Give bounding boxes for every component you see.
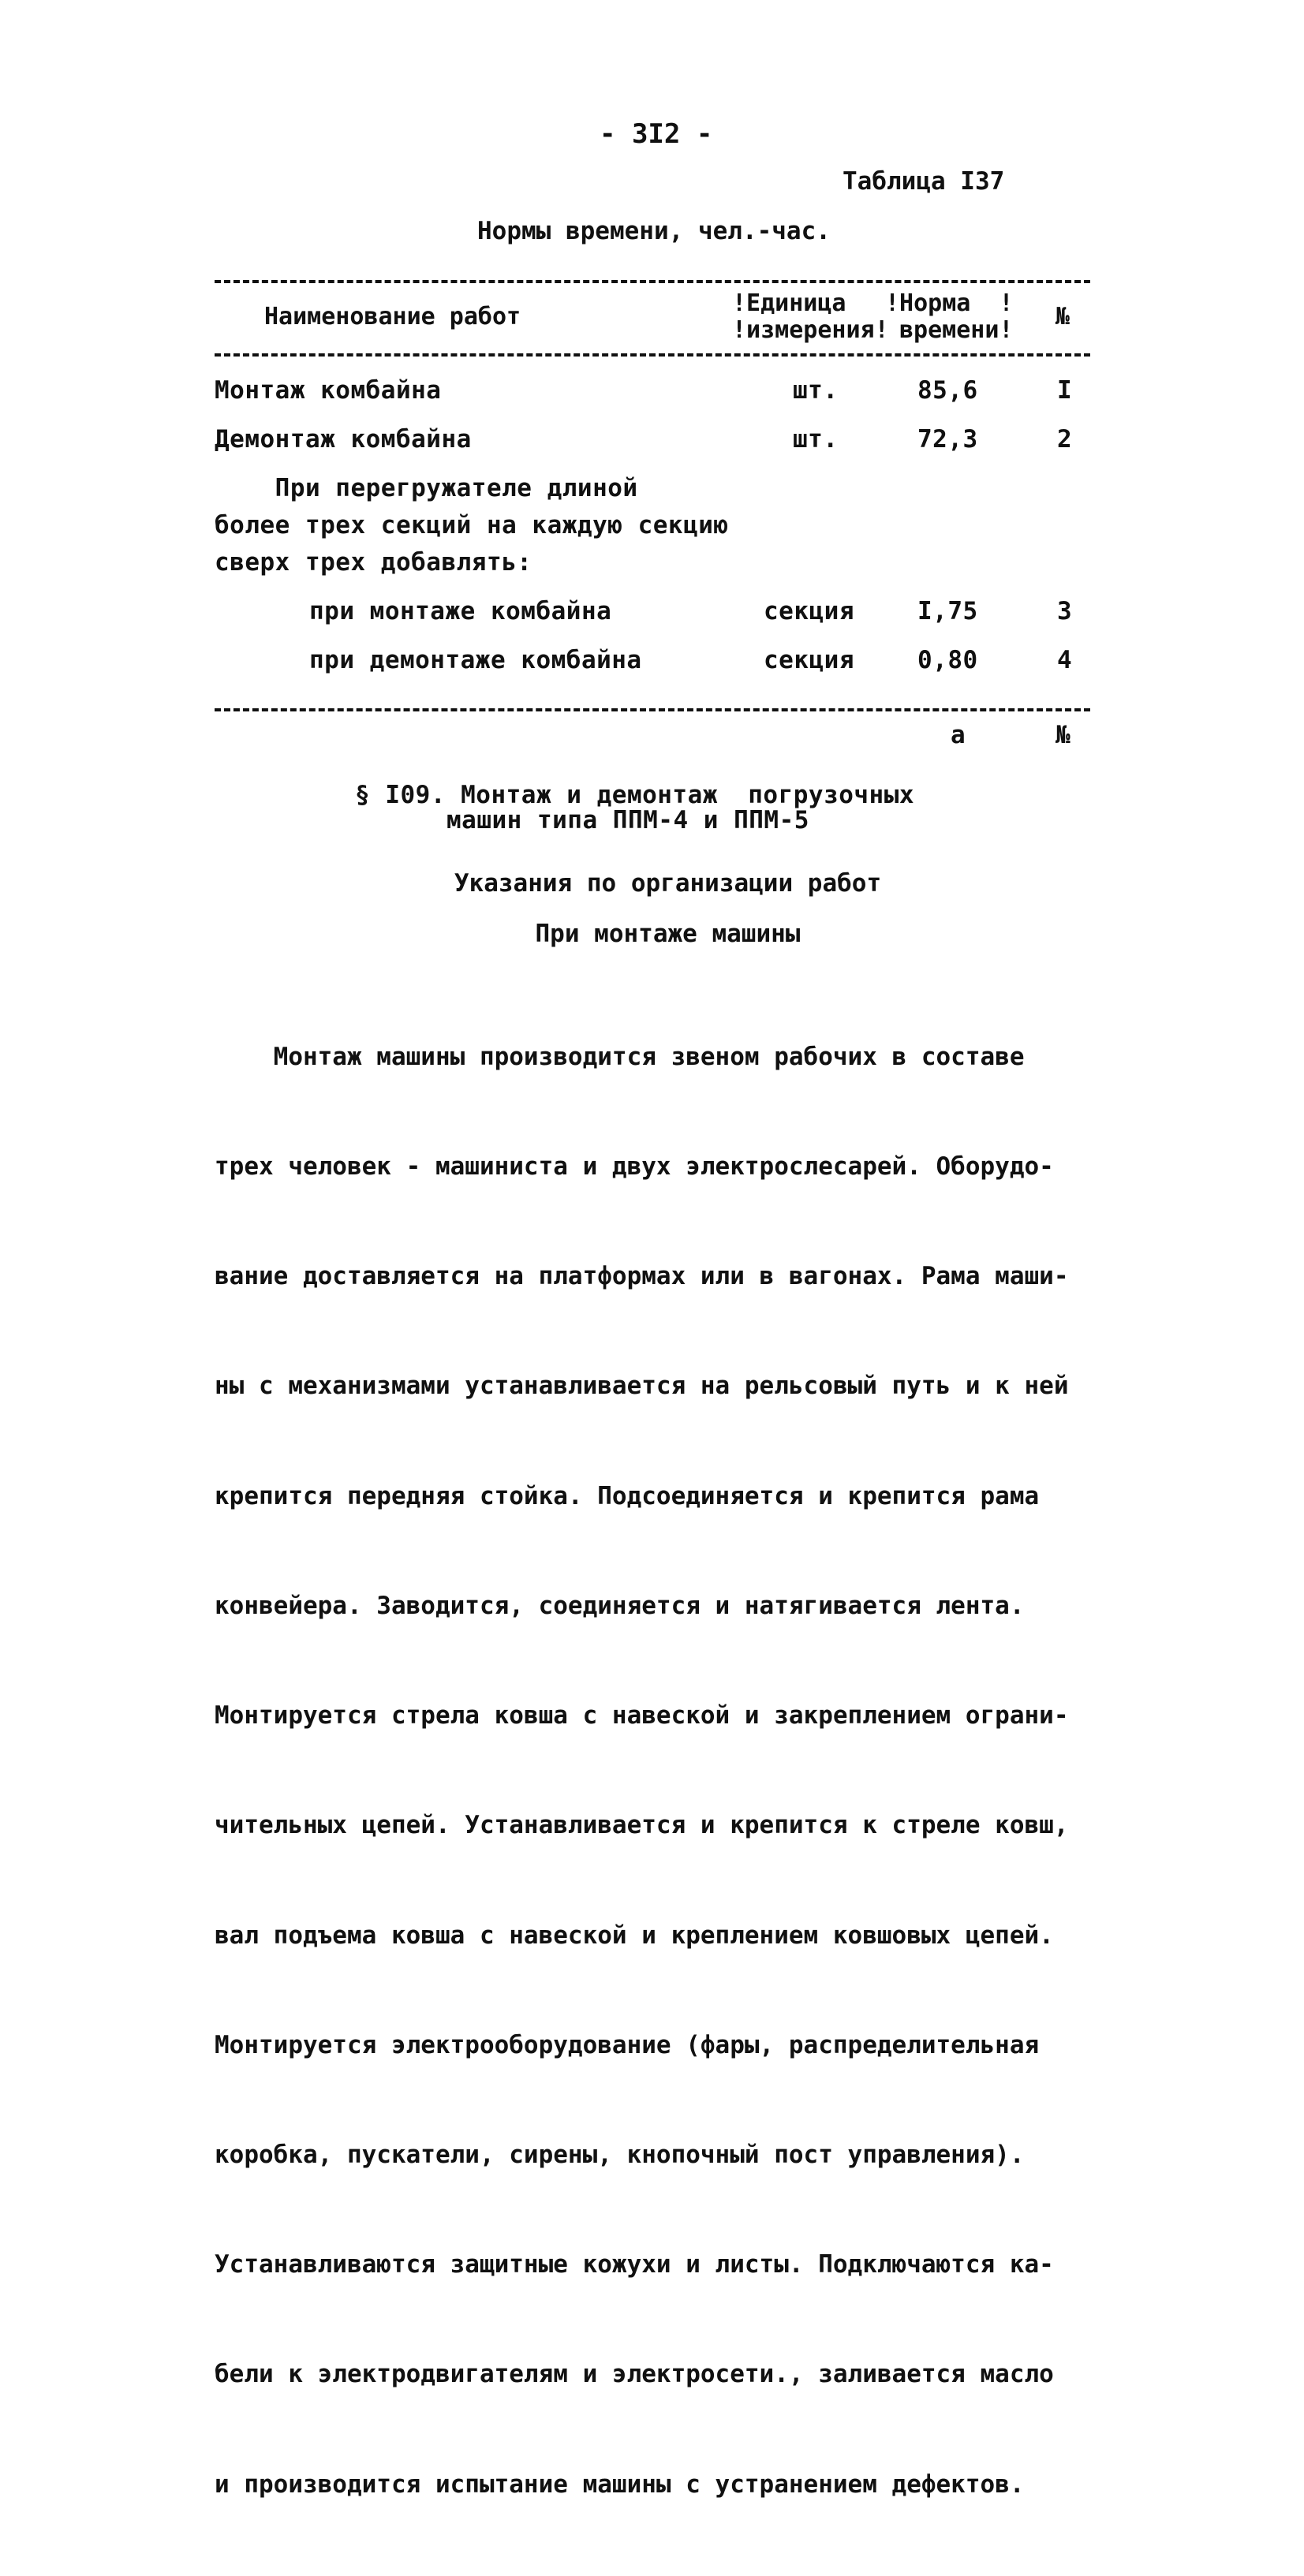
section-heading-line1: § I09. Монтаж и демонтаж погрузочных [355,781,915,809]
table-note-line: более трех секций на каждую секцию [215,511,729,539]
section-paragraph [215,965,1114,2576]
table-row-value: 72,3 [917,425,978,454]
table-header-rule [215,353,1090,357]
table-row-value: 85,6 [917,376,978,405]
header-norm-line1: !Норма ! [885,289,1014,317]
table-note-line: сверх трех добавлять: [215,548,532,577]
table-row-name: Монтаж комбайна [215,376,442,405]
paragraph-line: Монтируется стрела ковша с навеской и закреплением ограни- [215,1701,1069,1730]
paragraph-line: конвейера. Заводится, соединяется и натягивается лента. [215,1591,1025,1620]
paragraph-line: вал подъема ковша с навеской и креплением ковшовых цепей. [215,1921,1054,1950]
table-subrow-value: I,75 [917,597,978,625]
header-no: № [1056,303,1070,330]
page-number: - 3I2 - [600,118,713,150]
table-row-no: 2 [1057,425,1073,454]
table-row-name: Демонтаж комбайна [215,425,472,454]
paragraph-line: вание доставляется на платформах или в вагонах. Рама маши- [215,1262,1069,1291]
table-title: Нормы времени, чел.-час. [477,217,831,245]
paragraph-line: крепится передняя стойка. Подсоединяется и крепится рама [215,1481,1040,1510]
paragraph-line: чительных цепей. Устанавливается и крепится к стреле ковш, [215,1811,1069,1840]
table-subrow-no: 3 [1057,597,1073,625]
header-name: Наименование работ [264,303,521,330]
paragraph-line: коробка, пускатели, сирены, кнопочный пост управления). [215,2141,1025,2169]
table-subrow-value: 0,80 [917,646,978,674]
paragraph-line: Монтаж машины производится звеном рабочих в составе [215,1042,1025,1071]
header-unit-line1: !Единица [732,289,846,317]
paragraph-line: ны с механизмами устанавливается на рельсовый путь и к ней [215,1372,1069,1401]
table-row-unit: шт. [793,425,839,454]
table-top-rule [215,280,1090,283]
table-subrow-name: при монтаже комбайна [309,597,612,625]
paragraph-line: Устанавливаются защитные кожухи и листы. Подключаются ка- [215,2250,1054,2279]
table-subrow-unit: секция [764,597,854,625]
paragraph-line: трех человек - машиниста и двух электрослесарей. Оборудо- [215,1152,1054,1182]
paragraph-line: бели к электродвигателям и электросети., заливается масло [215,2360,1054,2389]
table-subrow-no: 4 [1057,646,1073,674]
section-heading-line2: машин типа ППМ-4 и ППМ-5 [446,806,809,834]
table-note-line: При перегружателе длиной [215,474,638,502]
header-unit-line2: !измерения! [732,316,889,344]
table-subrow-name: при демонтаже комбайна [309,646,642,674]
header-norm-line2: времени! [899,316,1014,344]
section-subheading: Указания по организации работ [454,869,882,898]
table-bottom-rule [215,708,1090,711]
paragraph-line: Монтируется электрооборудование (фары, распределительная [215,2030,1040,2059]
section-subsubheading: При монтаже машины [535,920,801,948]
table-label: Таблица I37 [843,167,1005,196]
table-row-unit: шт. [793,376,839,405]
table-footer-no: № [1056,721,1071,749]
paragraph-line: и производится испытание машины с устранением дефектов. [215,2470,1025,2499]
table-row-no: I [1057,376,1073,405]
table-footer-col: а [951,721,966,749]
table-subrow-unit: секция [764,646,854,674]
